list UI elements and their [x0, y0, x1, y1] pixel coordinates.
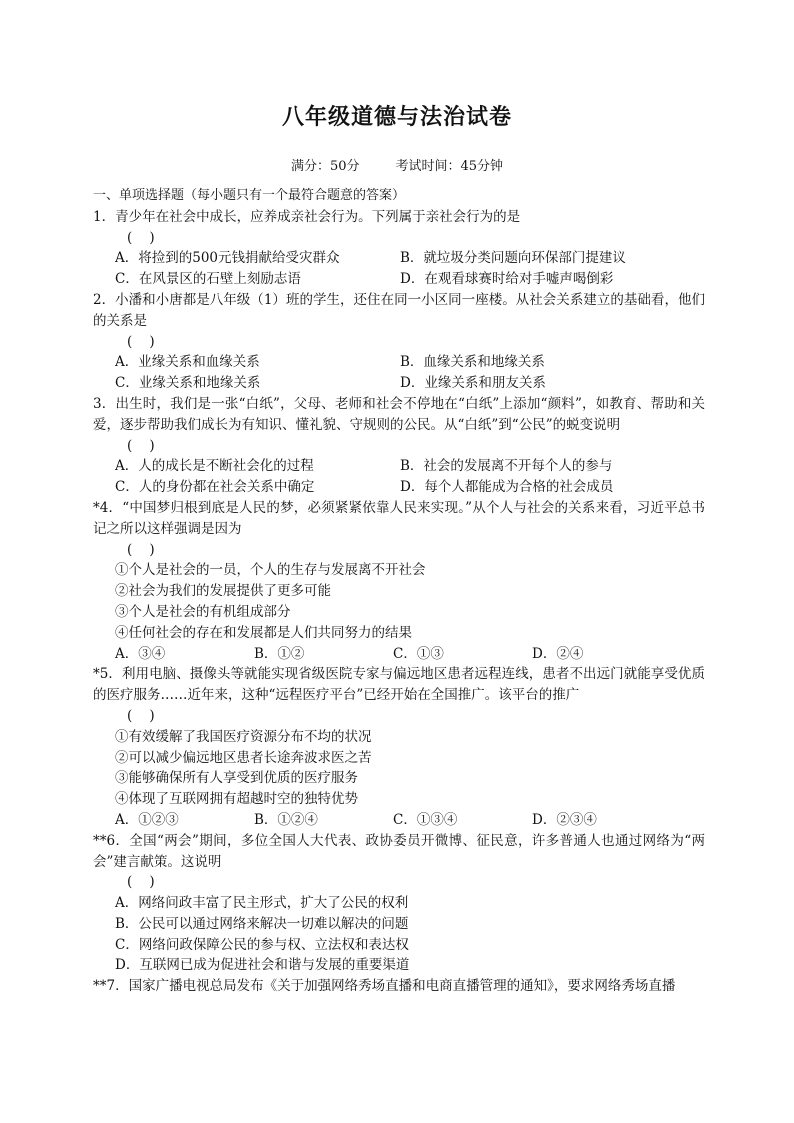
option-c: C．人的身份都在社会关系中确定	[115, 479, 315, 496]
question-7	[93, 976, 705, 997]
question-1-options-row-2	[93, 269, 705, 290]
question-list	[93, 186, 705, 997]
answer-bracket: ( )	[127, 874, 155, 891]
question-2-options-row-1	[93, 352, 705, 373]
exam-title: 八年级道德与法治试卷	[281, 104, 512, 130]
answer-bracket: ( )	[127, 333, 155, 350]
question-5-text: *5．利用电脑、摄像头等就能实现省级医院专家与偏远地区患者远程连线，患者不出远门就能享受优质的医疗服务……近年来，这种“远程医疗平台”已经开始在全国推广。该平台的推广	[93, 666, 705, 704]
option-b: B．社会的发展离不开每个人的参与	[400, 458, 613, 475]
full-score: 满分：50分	[290, 159, 360, 174]
option-b: B．公民可以通过网络来解决一切难以解决的问题	[115, 915, 409, 932]
option-a: A．人的成长是不断社会化的过程	[115, 458, 314, 475]
question-3-text: 3．出生时，我们是一张“白纸”，父母、老师和社会不停地在“白纸”上添加“颜料”，如教育、帮助和关爱，逐步帮助我们成长为有知识、懂礼貌、守规则的公民。从“白纸”到“公民”的蜕变说明	[93, 395, 705, 433]
question-2-options-row-2	[93, 373, 705, 394]
option-c: C．①③	[393, 645, 444, 662]
question-4-text: *4．“中国梦归根到底是人民的梦，必须紧紧依靠人民来实现。”从个人与社会的关系来看，习近平总书记之所以这样强调是因为	[93, 499, 705, 537]
option-d: D．②④	[532, 645, 584, 662]
answer-bracket: ( )	[127, 229, 155, 246]
statement-4: ④体现了互联网拥有超越时空的独特优势	[115, 791, 358, 808]
statement-1: ①个人是社会的一员，个人的生存与发展离不开社会	[115, 562, 426, 579]
option-c: C．在风景区的石壁上刻励志语	[115, 271, 301, 288]
option-a: A．将捡到的500元钱捐献给受灾群众	[115, 250, 340, 267]
option-a: A．网络问政丰富了民主形式，扩大了公民的权利	[115, 895, 409, 912]
question-5	[93, 664, 705, 830]
question-3-options-row-1	[93, 456, 705, 477]
statement-2: ②社会为我们的发展提供了更多可能	[115, 583, 331, 600]
question-3-options-row-2	[93, 477, 705, 498]
option-c: C．网络问政保障公民的参与权、立法权和表达权	[115, 936, 409, 953]
option-b: B．血缘关系和地缘关系	[400, 354, 545, 371]
option-d: D．业缘关系和朋友关系	[400, 375, 546, 392]
question-2	[93, 290, 705, 394]
option-a: A．③④	[115, 645, 166, 662]
question-4	[93, 498, 705, 664]
question-1-options-row-1	[93, 248, 705, 269]
question-4-options	[93, 644, 705, 665]
option-c: C．①③④	[393, 811, 458, 828]
question-6-text: **6．全国“两会”期间，多位全国人大代表、政协委员开微博、征民意，许多普通人也通过网络为“两会”建言献策。这说明	[93, 832, 705, 870]
option-b: B．①②	[254, 645, 305, 662]
answer-bracket: ( )	[127, 707, 155, 724]
option-b: B．①②④	[254, 811, 318, 828]
option-d: D．互联网已成为促进社会和谐与发展的重要渠道	[115, 957, 410, 974]
exam-meta	[0, 158, 794, 176]
question-2-text: 2．小潘和小唐都是八年级（1）班的学生，还住在同一小区同一座楼。从社会关系建立的基础看，他们的关系是	[93, 291, 705, 329]
statement-2: ②可以减少偏远地区患者长途奔波求医之苦	[115, 749, 372, 766]
question-1-text: 1．青少年在社会中成长，应养成亲社会行为。下列属于亲社会行为的是	[93, 208, 521, 225]
answer-bracket: ( )	[127, 437, 155, 454]
statement-3: ③能够确保所有人享受到优质的医疗服务	[115, 770, 358, 787]
statement-1: ①有效缓解了我国医疗资源分布不均的状况	[115, 728, 372, 745]
question-1	[93, 207, 705, 290]
exam-time: 考试时间：45分钟	[395, 159, 504, 174]
option-b: B．就垃圾分类问题向环保部门提建议	[400, 250, 626, 267]
question-3	[93, 394, 705, 498]
option-c: C．业缘关系和地缘关系	[115, 375, 261, 392]
statement-4: ④任何社会的存在和发展都是人们共同努力的结果	[115, 624, 412, 641]
question-7-text: **7．国家广播电视总局发布《关于加强网络秀场直播和电商直播管理的通知》，要求网络秀场直播	[93, 978, 676, 995]
option-d: D．②③④	[532, 811, 597, 828]
question-5-options	[93, 810, 705, 831]
section-heading: 一、单项选择题（每小题只有一个最符合题意的答案）	[93, 188, 406, 203]
option-d: D．在观看球赛时给对手嘘声喝倒彩	[400, 271, 614, 288]
option-d: D．每个人都能成为合格的社会成员	[400, 479, 614, 496]
statement-3: ③个人是社会的有机组成部分	[115, 603, 291, 620]
question-6	[93, 831, 705, 977]
option-a: A．业缘关系和血缘关系	[115, 354, 260, 371]
answer-bracket: ( )	[127, 541, 155, 558]
option-a: A．①②③	[115, 811, 179, 828]
